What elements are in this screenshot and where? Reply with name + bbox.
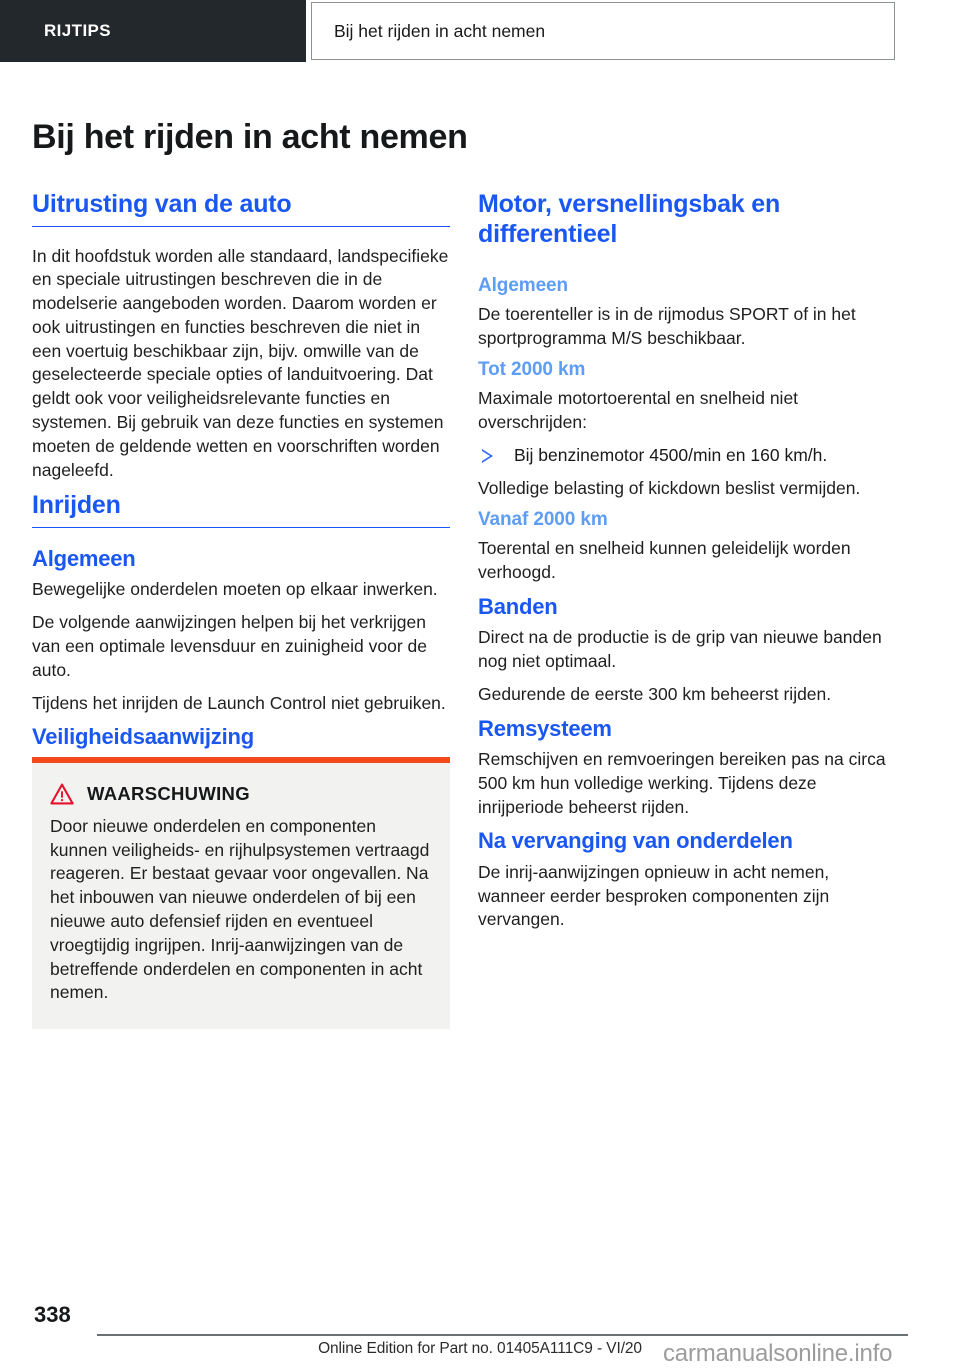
- footer-divider: [97, 1334, 908, 1336]
- heading-underline: [32, 527, 450, 528]
- warning-text: Door nieuwe onderdelen en componenten kunnen veiligheids- en rijhulpsystemen vertraagd reageren. Er bestaat gevaar voor ongevallen. Na het inbouwen van nieuwe onderdelen of bij een nieuwe auto defensief rijden en eventueel vroegtijdig ingrijpen. Inrij-aanwijzingen van de betreffende onderdelen en componenten in acht nemen.: [50, 815, 430, 1003]
- paragraph-eerste-300-km: Gedurende de eerste 300 km beheerst rijden.: [478, 683, 832, 704]
- paragraph-remschijven: Remschijven en remvoeringen bereiken pas na circa 500 km hun volledige werking. Tijdens deze inrijperiode beheerst rijden.: [478, 748, 886, 817]
- paragraph-uitrusting-intro: In dit hoofdstuk worden alle standaard, landspecifieke en speciale uitrustingen beschreven die in de modelserie aangeboden worden. Daarom worden er ook uitrustingen en functies beschreven die niet in een voertuig beschikbaar zijn, bijv. omwille van de geselecteerde speciale opties of landuitvoering. Dat geldt ook voor veiligheidsrelevante functies en systemen. Bij gebruik van deze functies en systemen moeten de geldende wetten en voorschriften worden nageleefd.: [32, 245, 449, 480]
- header-chapter-title: Bij het rijden in acht nemen: [334, 20, 546, 41]
- header-title-box: [311, 2, 895, 60]
- heading-remsysteem: Remsysteem: [478, 715, 612, 741]
- warning-triangle-icon: [50, 783, 74, 805]
- arrow-bullet-inner-icon: [482, 451, 490, 461]
- heading-banden: Banden: [478, 593, 558, 619]
- list-item: [478, 444, 896, 468]
- page-title: Bij het rijden in acht nemen: [32, 117, 468, 156]
- bullet-list-tot-2000-km: [478, 444, 896, 468]
- paragraph-kickdown-vermijden: Volledige belasting of kickdown beslist vermijden.: [478, 477, 861, 498]
- page-number: 338: [34, 1302, 71, 1327]
- page-footer: [0, 1296, 960, 1367]
- heading-algemeen-inrijden: Algemeen: [32, 545, 136, 571]
- page-header: [0, 0, 960, 62]
- paragraph-bewegelijke-onderdelen: Bewegelijke onderdelen moeten op elkaar inwerken.: [32, 579, 438, 600]
- right-column: [478, 190, 896, 941]
- paragraph-max-toerental-lead: Maximale motortoerental en snelheid niet overschrijden:: [478, 388, 799, 432]
- paragraph-launch-control: Tijdens het inrijden de Launch Control niet gebruiken.: [32, 692, 446, 713]
- heading-tot-2000-km: Tot 2000 km: [478, 359, 586, 381]
- heading-vanaf-2000-km: Vanaf 2000 km: [478, 509, 608, 531]
- warning-header: [50, 783, 432, 805]
- heading-algemeen-motor: Algemeen: [478, 275, 569, 296]
- header-chapter-tab: [0, 0, 306, 62]
- header-tab-label: RIJTIPS: [44, 21, 112, 40]
- heading-motor-versnellingsbak-differentieel: Motor, versnellingsbak en differentieel: [478, 190, 781, 248]
- heading-veiligheidsaanwijzing: Veiligheidsaanwijzing: [32, 724, 254, 750]
- paragraph-grip-nieuwe-banden: Direct na de productie is de grip van nieuwe banden nog niet optimaal.: [478, 627, 882, 671]
- warning-box: [32, 757, 450, 1029]
- heading-na-vervanging-van-onderdelen: Na vervanging van onderdelen: [478, 828, 793, 854]
- list-item-label: Bij benzinemotor 4500/min en 160 km/h.: [514, 444, 828, 465]
- paragraph-inrij-aanwijzingen-opnieuw: De inrij-aanwijzingen opnieuw in acht nemen, wanneer eerder besproken componenten zijn vervangen.: [478, 861, 830, 930]
- heading-inrijden: Inrijden: [32, 491, 121, 520]
- paragraph-toerental-verhogen: Toerental en snelheid kunnen geleidelijk worden verhoogd.: [478, 538, 851, 582]
- warning-title: WAARSCHUWING: [87, 782, 250, 804]
- paragraph-toerenteller: De toerenteller is in de rijmodus SPORT of in het sportprogramma M/S beschikbaar.: [478, 303, 856, 348]
- paragraph-aanwijzingen-levensduur: De volgende aanwijzingen helpen bij het verkrijgen van een optimale levensduur en zuinigheid voor de auto.: [32, 612, 427, 680]
- left-column: [32, 190, 450, 1029]
- footer-edition-text: Online Edition for Part no. 01405A111C9 - VI/20: [318, 1340, 642, 1357]
- heading-underline: [32, 226, 450, 227]
- watermark-text: carmanualsonline.info: [663, 1340, 893, 1367]
- heading-uitrusting-van-de-auto: Uitrusting van de auto: [32, 190, 292, 218]
